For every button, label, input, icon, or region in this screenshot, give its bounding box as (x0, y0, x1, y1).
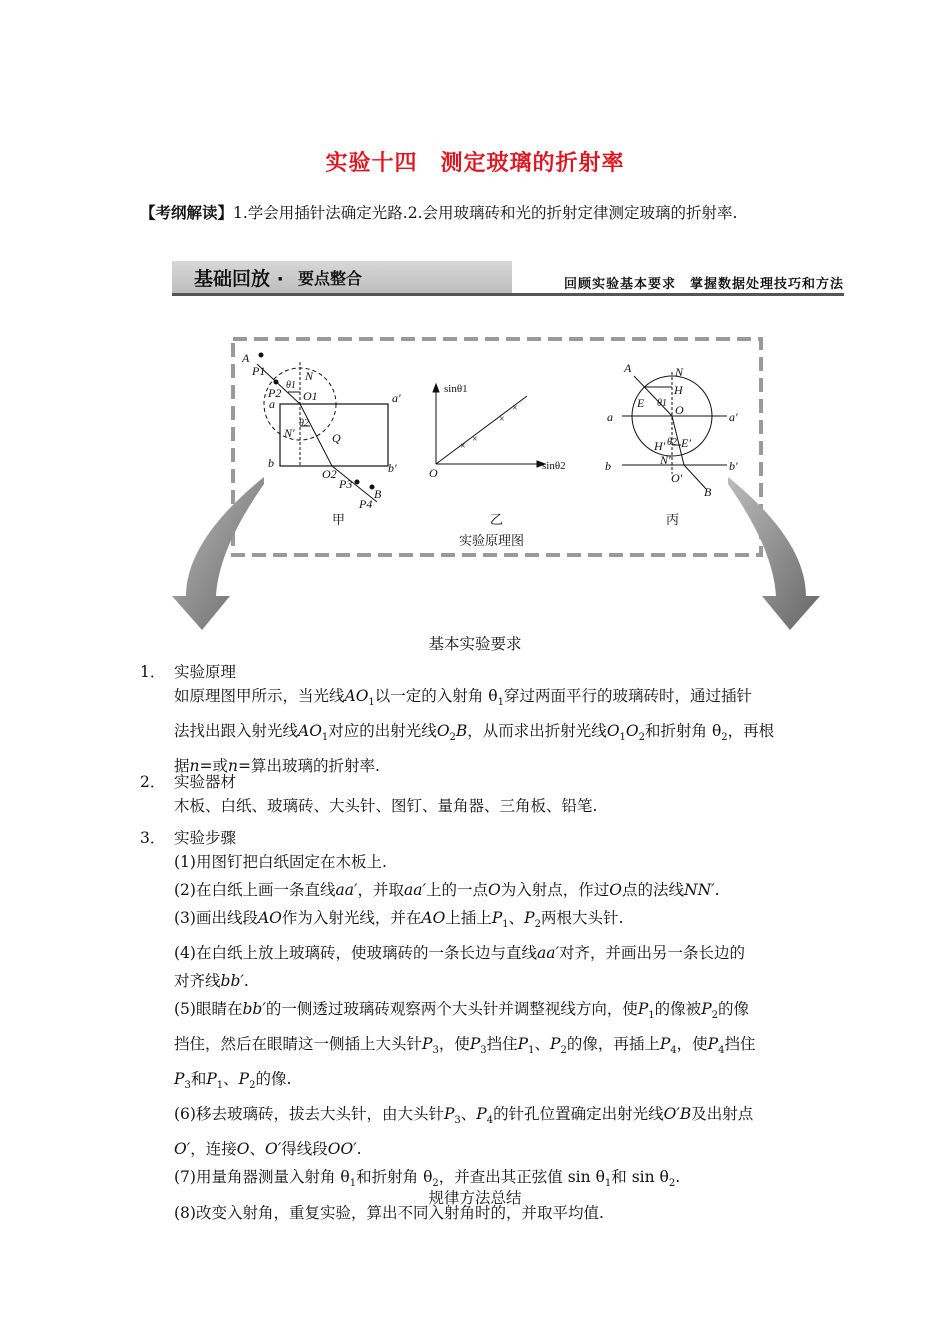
step-7: (7)用量角器测量入射角 $\theta_1$和折射角 $\theta_2$，并查出其正弦值 $\sin \theta_1$和 $\sin \theta_2$. (174, 1168, 681, 1190)
banner-sub: 要点整合 (298, 269, 363, 288)
principle-line-3: 据n=或n=算出玻璃的折射率. (174, 757, 380, 776)
step-4: (4)在白纸上放上玻璃砖，使玻璃砖的一条长边与直线aa′对齐，并画出另一条长边的 对齐线bb′. (174, 944, 745, 991)
principle-figure (172, 334, 844, 634)
label-a-prime: a′ (392, 391, 401, 405)
step-8: (8)改变入射角，重复实验，算出不同入射角时的，并取平均值. (174, 1203, 604, 1222)
footer-heading: 规律方法总结 (428, 1189, 522, 1207)
label-P4: P4 (359, 497, 373, 511)
label-origin: O (429, 466, 438, 480)
label-sin-theta1: sinθ1 (444, 383, 468, 395)
step-1: (1)用图钉把白纸固定在木板上. (174, 853, 387, 871)
step-2: (2)在白纸上画一条直线aa′，并取aa′上的一点O为入射点，作过O点的法线NN′. (174, 881, 720, 899)
label-N-prime-bing: N′ (660, 453, 671, 467)
label-a: a (269, 397, 275, 411)
label-O-prime: O′ (671, 471, 683, 485)
banner-right-text: 回顾实验基本要求 掌握数据处理技巧和方法 (563, 277, 844, 292)
label-E: E (637, 396, 645, 410)
label-B-bing: B (704, 485, 712, 499)
label-Q: Q (332, 431, 341, 445)
syllabus-outline (140, 201, 840, 223)
labels-jia (241, 351, 401, 527)
label-A-bing: A (624, 361, 632, 375)
label-a-bing: a (607, 410, 613, 424)
banner-label (172, 261, 512, 293)
figure-caption: 实验原理图 (459, 533, 525, 548)
label-O1: O1 (303, 389, 318, 403)
left-curved-arrow (172, 477, 264, 630)
label-b-prime-bing: b′ (729, 459, 738, 473)
page-title: 实验十四 测定玻璃的折射率 (325, 150, 625, 176)
svg-text:×: × (499, 414, 505, 425)
section-1-title: 1． 实验原理 (140, 663, 237, 681)
label-theta1-bing: θ1 (657, 398, 667, 409)
label-H-prime: H′ (654, 439, 666, 453)
label-E-prime: E′ (681, 436, 691, 450)
principle-paragraph (174, 682, 814, 780)
materials-text: 木板、白纸、玻璃砖、大头针、图钉、量角器、三角板、铅笔. (174, 797, 598, 815)
figure-label-jia: 甲 (332, 512, 346, 527)
outline-tag: 【考纲解读】 (140, 203, 234, 222)
label-P3: P3 (339, 477, 353, 491)
principle-line-1: 如原理图甲所示，当光线$AO_1$以一定的入射角 $\theta_1$穿过两面平行的玻璃砖时，通过插针 (174, 687, 752, 709)
y-axis-arrow (433, 384, 439, 392)
pin-p1 (259, 353, 263, 357)
svg-text:×: × (460, 441, 466, 452)
label-b: b (268, 456, 274, 470)
label-O2: O2 (322, 467, 337, 481)
label-a-prime-bing: a′ (729, 410, 738, 424)
pin-p3 (355, 480, 359, 484)
section-heading: 基本实验要求 (428, 635, 522, 653)
pin-p2 (274, 380, 278, 384)
label-N-prime: N′ (284, 426, 295, 440)
svg-text:×: × (512, 403, 518, 414)
label-P1: P1 (252, 364, 266, 378)
section-2-title: 2． 实验器材 (140, 773, 237, 791)
figure-label-yi: 乙 (490, 512, 504, 527)
label-P2: P2 (268, 386, 282, 400)
step-3: (3)画出线段AO作为入射光线，并在AO上插上$P_1$、$P_2$两根大头针. (174, 909, 624, 931)
steps-list (174, 848, 814, 1227)
labels-bing (605, 361, 738, 527)
label-N: N (305, 369, 314, 383)
step-6: (6)移去玻璃砖，拔去大头针，由大头针$P_3$、$P_4$的针孔位置确定出射光线O′B及出射点 O′，连接O、O′得线段OO′. (174, 1105, 754, 1159)
data-points-yi (460, 403, 518, 452)
outline-text: 1.学会用插针法确定光路.2.会用玻璃砖和光的折射定律测定玻璃的折射率. (233, 204, 738, 222)
banner-main: 基础回放 · (194, 268, 284, 290)
label-theta2: θ2 (299, 418, 309, 429)
figure-label-bing: 丙 (666, 512, 680, 527)
label-b-prime: b′ (388, 461, 397, 475)
label-theta1: θ1 (286, 380, 296, 391)
label-N-bing: N (675, 365, 684, 379)
step-5: (5)眼睛在bb′的一侧透过玻璃砖观察两个大头针并调整视线方向，使$P_1$的像被$P_2$的像 挡住，然后在眼睛这一侧插上大头针$P_3$，使$P_3$挡住$P_1$、$P_2$的像，再插上$P_4$，使$P_4$挡住 $P_3$和$P_1$、$P_2$的像. (174, 1000, 756, 1092)
label-theta2-bing: θ2 (667, 437, 677, 448)
label-b-bing: b (605, 459, 611, 473)
label-A: A (242, 351, 250, 365)
svg-text:×: × (472, 434, 478, 445)
section-banner (172, 261, 844, 297)
principle-line-2: 法找出跟入射光线$AO_1$对应的出射光线$O_2B$，从而求出折射光线$O_1O_2$和折射角 $\theta_2$，再根 (174, 722, 775, 744)
labels-yi (429, 383, 566, 527)
label-B: B (374, 487, 382, 501)
label-O: O (675, 403, 684, 417)
label-H: H (674, 383, 683, 397)
section-3-title: 3． 实验步骤 (140, 829, 237, 847)
principle-figure-svg (172, 334, 844, 634)
banner-rule (172, 293, 844, 296)
figure-yi (433, 384, 545, 467)
refracted-ray-jia (300, 404, 332, 466)
label-sin-theta2: sinθ2 (542, 460, 566, 472)
